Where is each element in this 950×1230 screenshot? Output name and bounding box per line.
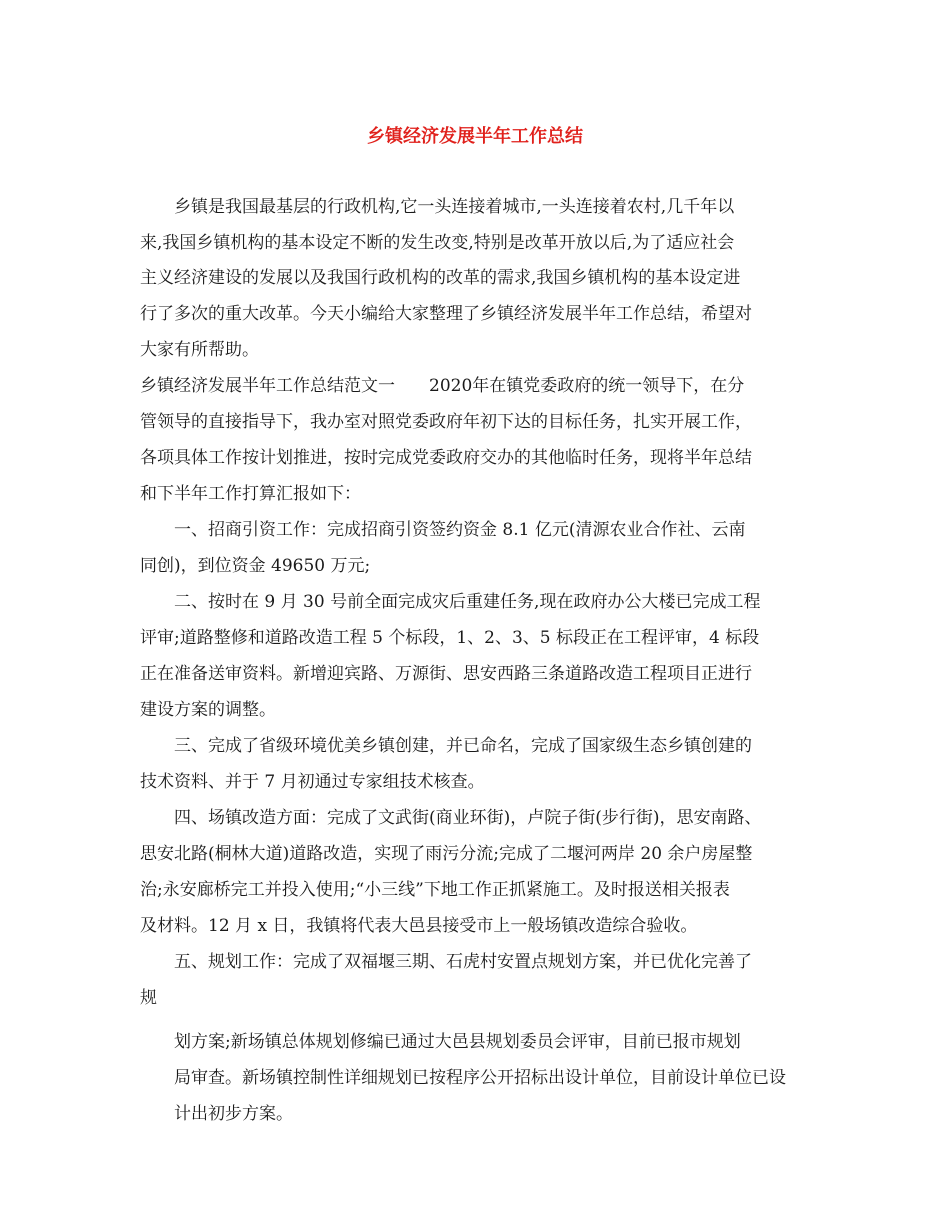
paragraph-line: 正在准备送审资料。新增迎宾路、万源街、思安西路三条道路改造工程项目正进行 bbox=[140, 664, 752, 684]
paragraph-line: 管领导的直接指导下，我办室对照党委政府年初下达的目标任务，扎实开展工作， bbox=[140, 412, 752, 432]
paragraph-line: 乡镇经济发展半年工作总结范文一 2020年在镇党委政府的统一领导下，在分 bbox=[140, 376, 745, 396]
paragraph-line: 行了多次的重大改革。今天小编给大家整理了乡镇经济发展半年工作总结，希望对 bbox=[140, 304, 752, 324]
paragraph-line: 思安北路(桐林大道)道路改造，实现了雨污分流;完成了二堰河两岸 20 余户房屋整 bbox=[140, 844, 753, 864]
paragraph-line: 大家有所帮助。 bbox=[140, 340, 259, 360]
paragraph-line: 一、招商引资工作：完成招商引资签约资金 8.1 亿元(清源农业合作社、云南 bbox=[174, 520, 746, 540]
paragraph-line: 二、按时在 9 月 30 号前全面完成灾后重建任务,现在政府办公大楼已完成工程 bbox=[174, 592, 761, 612]
paragraph-line: 来,我国乡镇机构的基本设定不断的发生改变,特别是改革开放以后,为了适应社会 bbox=[140, 233, 735, 253]
document-title: 乡镇经济发展半年工作总结 bbox=[367, 126, 583, 147]
paragraph-line: 同创)，到位资金 49650 万元; bbox=[140, 556, 371, 576]
paragraph-line: 和下半年工作打算汇报如下： bbox=[140, 484, 361, 504]
paragraph-line: 治;永安廊桥完工并投入使用;“小三线”下地工作正抓紧施工。及时报送相关报表 bbox=[140, 880, 730, 900]
paragraph-line: 技术资料、并于 7 月初通过专家组技术核查。 bbox=[140, 772, 485, 792]
paragraph-line: 三、完成了省级环境优美乡镇创建，并已命名，完成了国家级生态乡镇创建的 bbox=[174, 736, 752, 756]
paragraph-line: 建设方案的调整。 bbox=[140, 700, 276, 720]
paragraph-line: 主义经济建设的发展以及我国行政机构的改革的需求,我国乡镇机构的基本设定进 bbox=[140, 268, 741, 288]
paragraph-line: 局审查。新场镇控制性详细规划已按程序公开招标出设计单位，目前设计单位已设 bbox=[174, 1068, 786, 1088]
paragraph-line: 规 bbox=[140, 988, 157, 1008]
paragraph-line: 乡镇是我国最基层的行政机构,它一头连接着城市,一头连接着农村,几千年以 bbox=[174, 197, 735, 217]
paragraph-line: 及材料。12 月 x 日，我镇将代表大邑县接受市上一般场镇改造综合验收。 bbox=[140, 916, 698, 936]
paragraph-line: 四、场镇改造方面：完成了文武街(商业环街)，卢院子街(步行街)，思安南路、 bbox=[174, 808, 762, 828]
paragraph-line: 各项具体工作按计划推进，按时完成党委政府交办的其他临时任务，现将半年总结 bbox=[140, 448, 752, 468]
paragraph-line: 五、规划工作：完成了双福堰三期、石虎村安置点规划方案，并已优化完善了 bbox=[174, 952, 752, 972]
paragraph-line: 评审;道路整修和道路改造工程 5 个标段，1、2、3、5 标段正在工程评审，4 标段 bbox=[140, 628, 760, 648]
paragraph-line: 划方案;新场镇总体规划修编已通过大邑县规划委员会评审，目前已报市规划 bbox=[174, 1032, 741, 1052]
paragraph-line: 计出初步方案。 bbox=[174, 1104, 293, 1124]
